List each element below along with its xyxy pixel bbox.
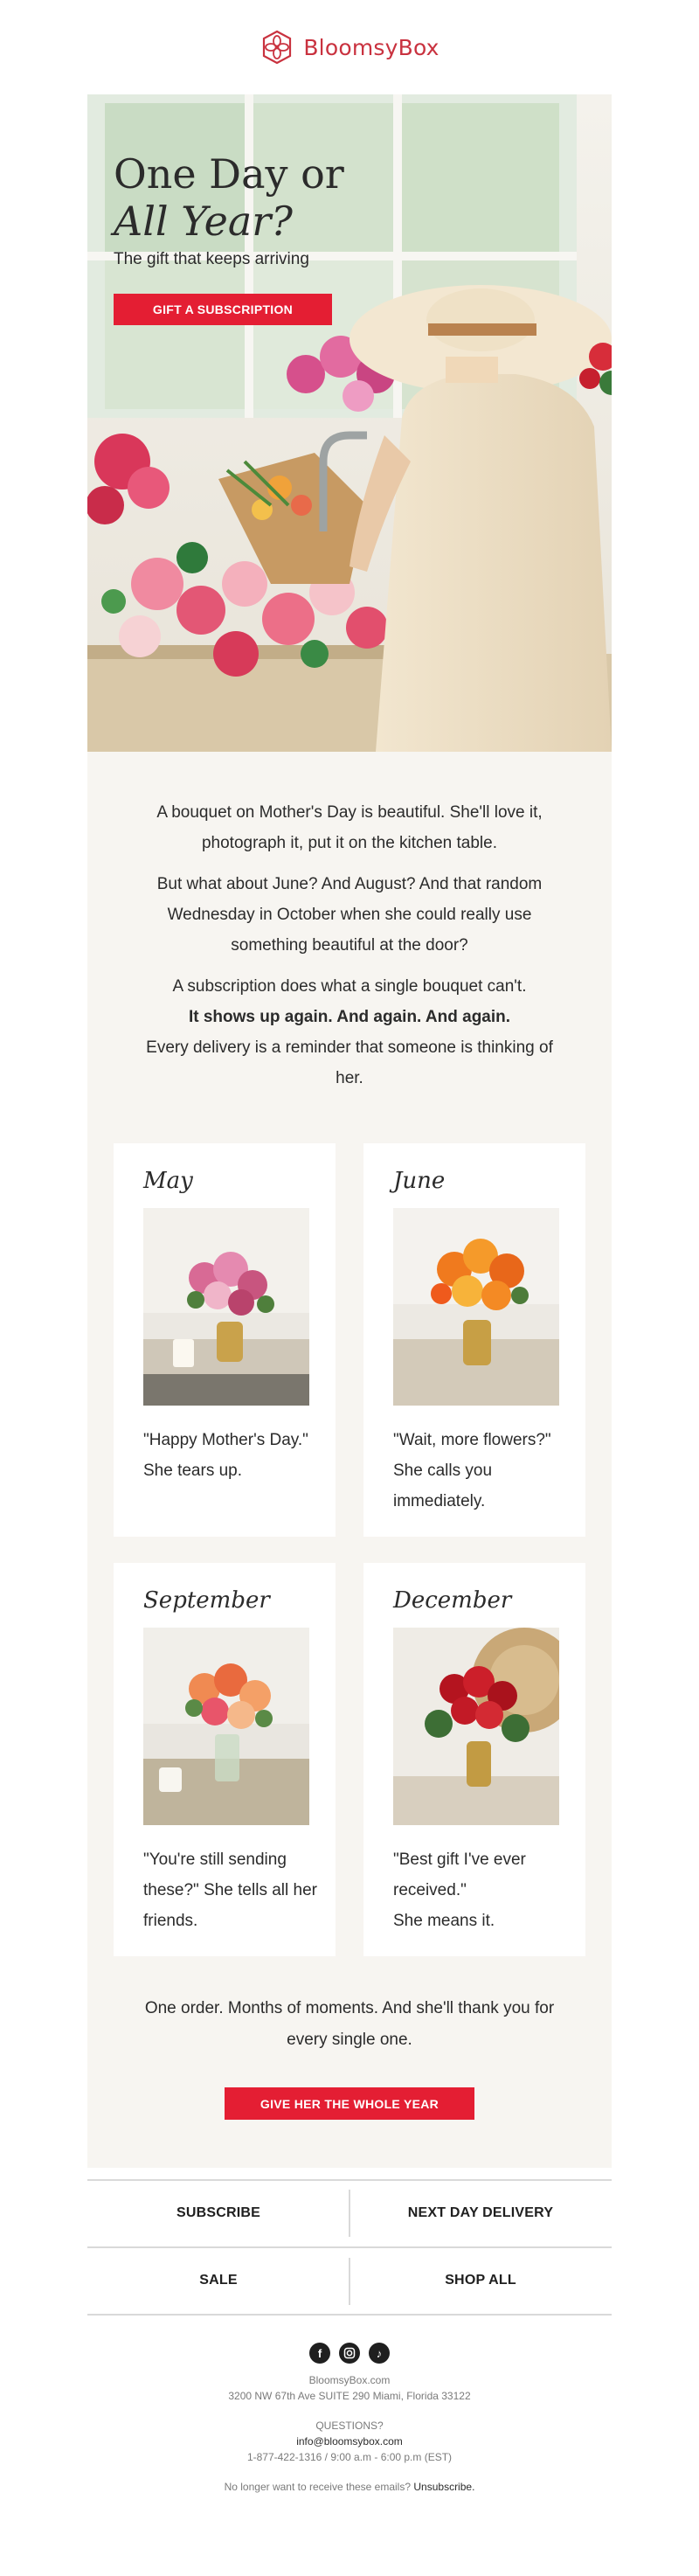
instagram-icon[interactable] — [339, 2343, 360, 2364]
card-december[interactable] — [363, 1563, 585, 1956]
card-june[interactable] — [363, 1143, 585, 1537]
card-may[interactable] — [114, 1143, 336, 1537]
card-month: December — [393, 1587, 512, 1614]
bouquet-photo-september — [143, 1628, 309, 1825]
footer-email-link[interactable]: info@bloomsybox.com — [296, 2435, 403, 2448]
intro-p3-line3: Every delivery is a reminder that someone is thinking of her. — [146, 1038, 553, 1087]
bouquet-photo-december — [393, 1628, 559, 1825]
footer-address: 3200 NW 67th Ave SUITE 290 Miami, Florida 33122 — [228, 2390, 471, 2402]
footer-nav — [87, 2179, 612, 2316]
footer-unsubscribe-line — [0, 2479, 699, 2495]
nav-next-day-delivery-link[interactable]: NEXT DAY DELIVERY — [407, 2205, 554, 2220]
intro-paragraph-2: But what about June? And August? And that random Wednesday in October when she could really use something beautiful at the door? — [156, 875, 543, 955]
logo-mark-icon — [260, 30, 294, 65]
unsubscribe-link[interactable]: Unsubscribe. — [413, 2481, 475, 2493]
card-month: September — [143, 1587, 270, 1614]
bouquet-photo-june — [393, 1208, 559, 1406]
tiktok-icon[interactable]: ♪ — [369, 2343, 390, 2364]
card-quote: "Wait, more flowers?" She calls you immediately. — [393, 1431, 551, 1510]
gift-subscription-button[interactable]: GIFT A SUBSCRIPTION — [114, 294, 332, 325]
card-quote-line2: She means it. — [393, 1912, 495, 1930]
bouquet-photo-may — [143, 1208, 309, 1406]
footer-phone-hours: 1-877-422-1316 / 9:00 a.m - 6:00 p.m (EST) — [246, 2451, 453, 2463]
card-quote: "You're still sending these?" She tells all her friends. — [143, 1850, 317, 1930]
nav-shop-all-link[interactable]: SHOP ALL — [445, 2273, 516, 2288]
nav-subscribe-link[interactable]: SUBSCRIBE — [176, 2205, 261, 2220]
hero-subtitle: The gift that keeps arriving — [114, 250, 309, 268]
nav-divider — [87, 2314, 612, 2316]
intro-copy — [140, 797, 559, 1104]
hero-banner[interactable] — [87, 94, 612, 752]
card-quote-line1: "Best gift I've ever received." — [393, 1850, 526, 1899]
social-links — [0, 2343, 699, 2364]
hero-title-line1: One Day or — [114, 150, 344, 198]
card-quote: "Happy Mother's Day." She tears up. — [143, 1431, 308, 1480]
card-month: May — [143, 1168, 193, 1194]
intro-paragraph-1: A bouquet on Mother's Day is beautiful. She'll love it, photograph it, put it on the kitchen table. — [156, 803, 543, 852]
email-footer — [0, 2343, 699, 2495]
intro-p3-emphasis: It shows up again. And again. And again. — [188, 1008, 511, 1026]
nav-sale-link[interactable]: SALE — [199, 2273, 238, 2288]
footer-site[interactable]: BloomsyBox.com — [308, 2374, 391, 2386]
card-quote — [393, 1844, 568, 1936]
facebook-icon[interactable]: f — [309, 2343, 330, 2364]
card-month: June — [393, 1168, 446, 1194]
brand-name: BloomsyBox — [303, 34, 439, 60]
hero-title-line2: All Year? — [114, 198, 293, 245]
intro-paragraph-3 — [140, 971, 559, 1094]
intro-p3-line1: A subscription does what a single bouquet can't. — [172, 977, 527, 996]
brand-logo[interactable] — [260, 30, 439, 65]
footer-questions-label: QUESTIONS? — [315, 2420, 384, 2432]
outro-copy: One order. Months of moments. And she'll thank you for every single one. — [144, 1999, 555, 2049]
content-section — [87, 752, 612, 2168]
hero-title — [114, 150, 344, 245]
unsubscribe-prefix: No longer want to receive these emails? — [224, 2481, 412, 2493]
card-september[interactable] — [114, 1563, 336, 1956]
email-header — [0, 0, 699, 94]
give-whole-year-button[interactable]: GIVE HER THE WHOLE YEAR — [225, 2087, 474, 2120]
